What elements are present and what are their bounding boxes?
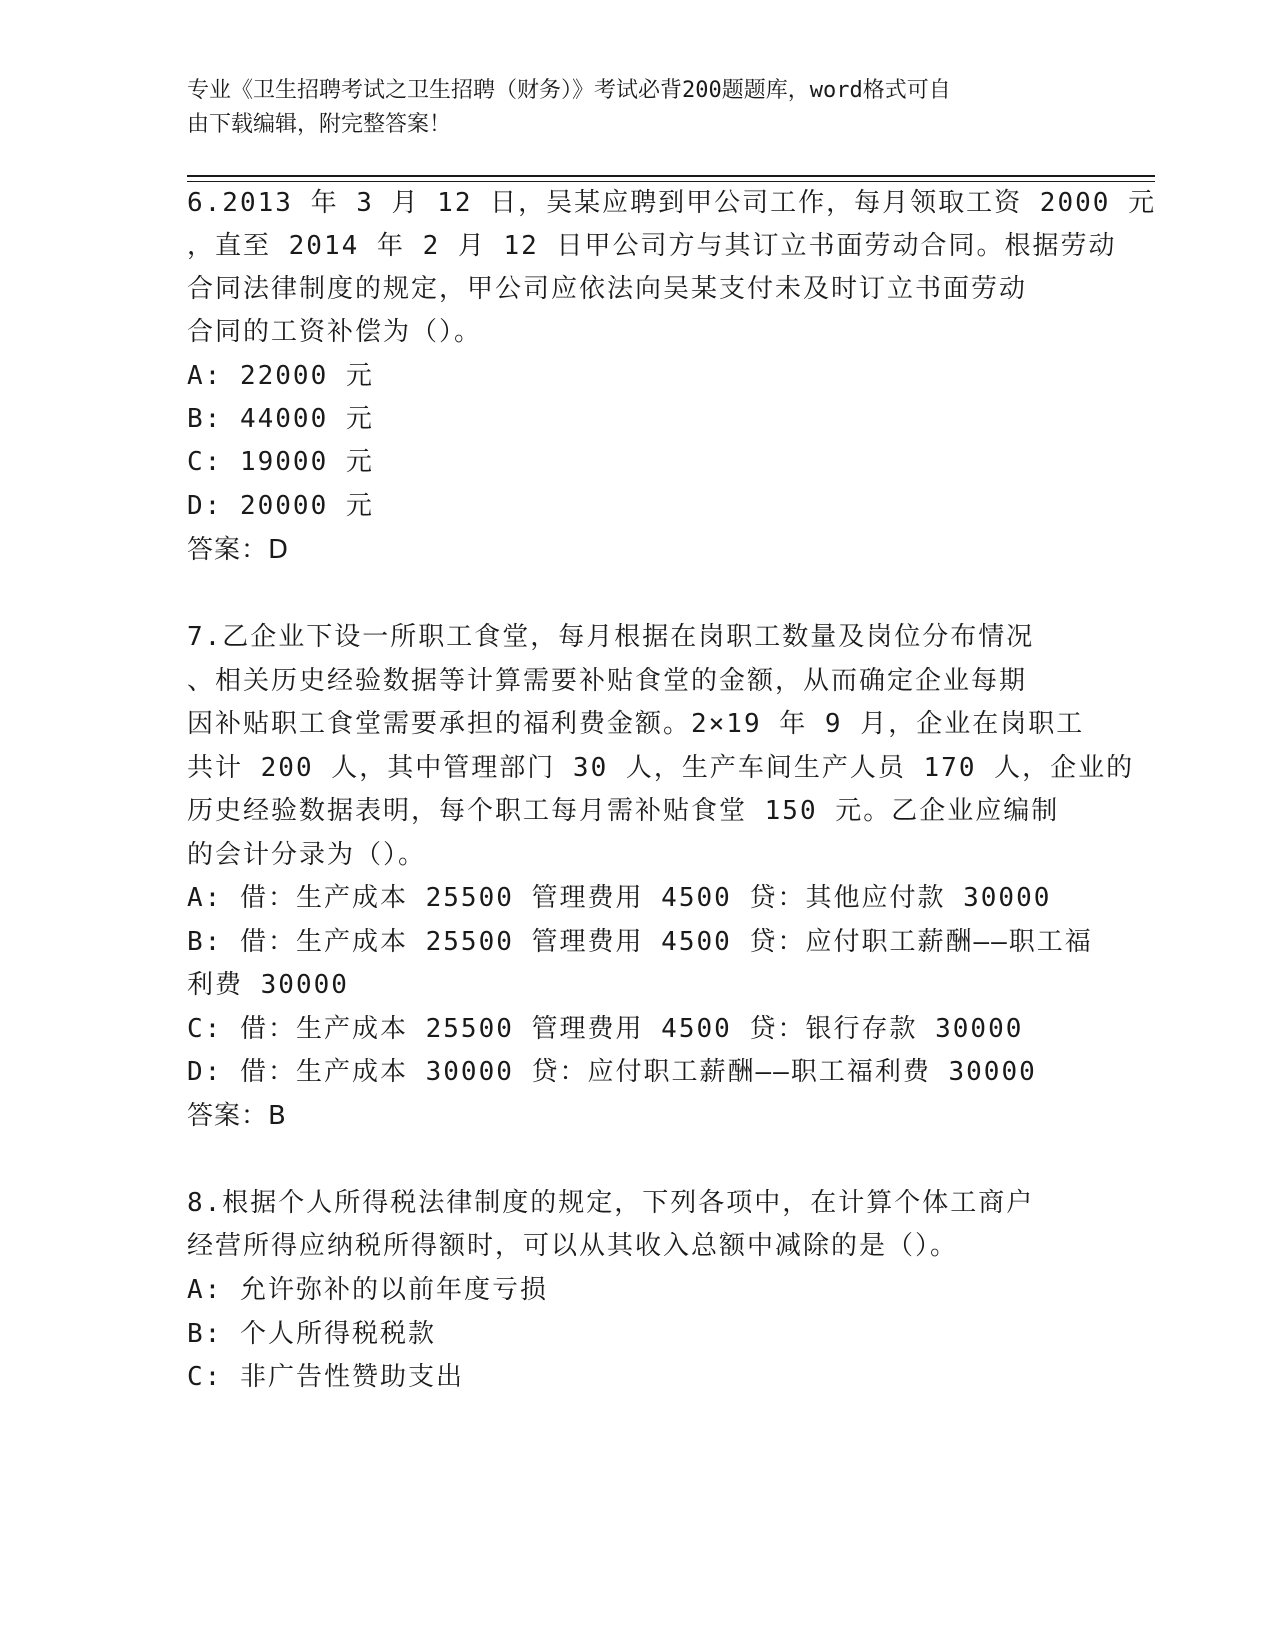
q8-stem-line-1: 8.根据个人所得税法律制度的规定，下列各项中，在计算个体工商户 bbox=[187, 1188, 1035, 1218]
header-rule-thin bbox=[187, 181, 1155, 182]
q8-option-b: B: 个人所得税税款 bbox=[187, 1319, 436, 1349]
q7-option-a: A: 借：生产成本 25500 管理费用 4500 贷：其他应付款 30000 bbox=[187, 883, 1052, 913]
header-rule-thick bbox=[187, 175, 1155, 177]
q6-stem-line-4: 合同的工资补偿为（）。 bbox=[187, 317, 483, 347]
q6-stem-line-2: ，直至 2014 年 2 月 12 日甲公司方与其订立书面劳动合同。根据劳动 bbox=[187, 231, 1117, 261]
q7-option-b: B: 借：生产成本 25500 管理费用 4500 贷：应付职工薪酬——职工福 bbox=[187, 927, 1093, 957]
q8-stem-line-2: 经营所得应纳税所得额时，可以从其收入总额中减除的是（）。 bbox=[187, 1231, 959, 1261]
q6-option-a: A: 22000 元 bbox=[187, 361, 374, 391]
q7-option-d: D: 借：生产成本 30000 贷：应付职工薪酬——职工福利费 30000 bbox=[187, 1057, 1037, 1087]
header-line-1: 专业《卫生招聘考试之卫生招聘（财务）》考试必背200题题库，word格式可自 bbox=[187, 78, 951, 103]
q6-stem-line-1: 6.2013 年 3 月 12 日，吴某应聘到甲公司工作，每月领取工资 2000 元 bbox=[187, 188, 1157, 218]
q7-stem-line-6: 的会计分录为（）。 bbox=[187, 840, 427, 870]
q7-answer: 答案：B bbox=[187, 1101, 287, 1131]
q6-option-c: C: 19000 元 bbox=[187, 447, 374, 477]
q7-stem-line-4: 共计 200 人，其中管理部门 30 人，生产车间生产人员 170 人，企业的 bbox=[187, 753, 1135, 783]
q6-option-b: B: 44000 元 bbox=[187, 404, 374, 434]
q7-stem-line-1: 7.乙企业下设一所职工食堂，每月根据在岗职工数量及岗位分布情况 bbox=[187, 622, 1035, 652]
q8-option-c: C: 非广告性赞助支出 bbox=[187, 1362, 464, 1392]
q6-option-d: D: 20000 元 bbox=[187, 491, 374, 521]
q7-option-b-cont: 利费 30000 bbox=[187, 970, 349, 1000]
header-line-2: 由下载编辑，附完整答案！ bbox=[187, 112, 452, 137]
q7-stem-line-5: 历史经验数据表明，每个职工每月需补贴食堂 150 元。乙企业应编制 bbox=[187, 796, 1060, 826]
q6-answer: 答案：D bbox=[187, 535, 290, 565]
q8-option-a: A: 允许弥补的以前年度亏损 bbox=[187, 1275, 548, 1305]
q6-stem-line-3: 合同法律制度的规定，甲公司应依法向吴某支付未及时订立书面劳动 bbox=[187, 274, 1028, 304]
document-header bbox=[187, 74, 1067, 142]
q7-option-c: C: 借：生产成本 25500 管理费用 4500 贷：银行存款 30000 bbox=[187, 1014, 1024, 1044]
q7-stem-line-3: 因补贴职工食堂需要承担的福利费金额。2×19 年 9 月，企业在岗职工 bbox=[187, 709, 1085, 739]
q7-stem-line-2: 、相关历史经验数据等计算需要补贴食堂的金额，从而确定企业每期 bbox=[187, 666, 1028, 696]
